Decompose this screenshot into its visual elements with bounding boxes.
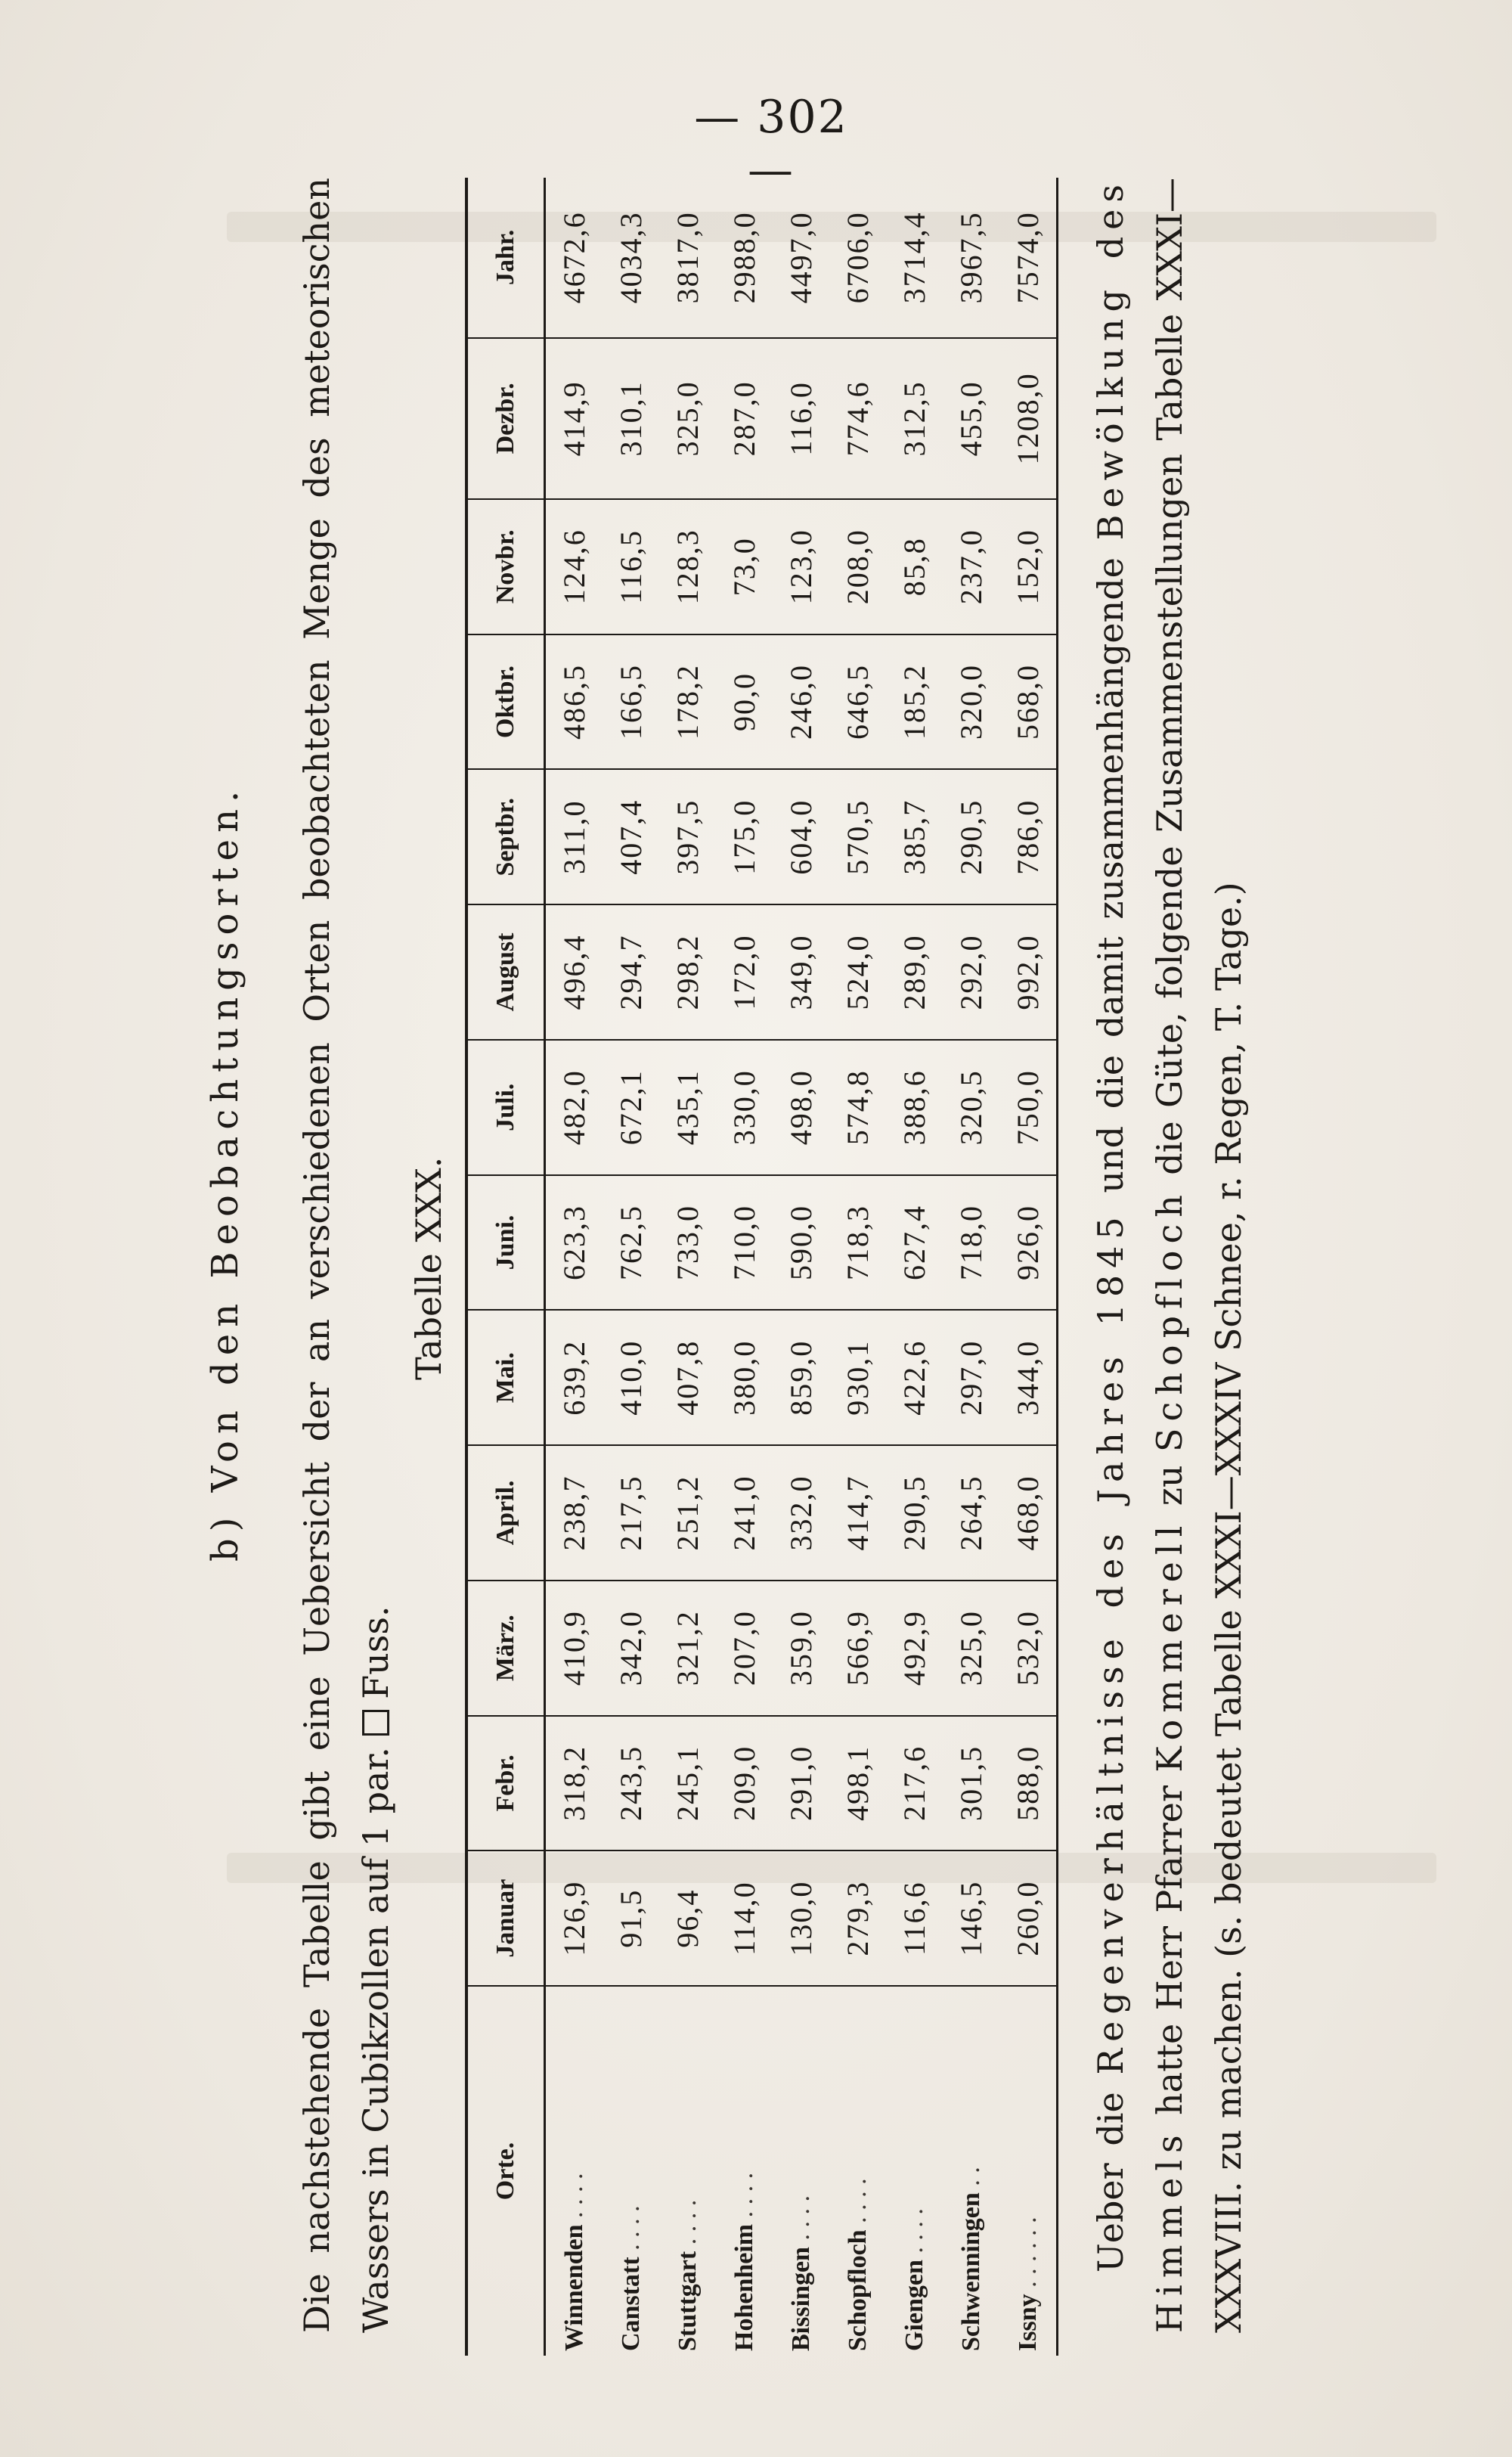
value-cell: 410,0 — [603, 1310, 659, 1445]
value-cell: 175,0 — [716, 769, 773, 904]
value-cell: 114,0 — [716, 1851, 773, 1986]
value-cell: 90,0 — [716, 634, 773, 770]
value-cell: 3967,5 — [943, 178, 999, 338]
value-cell: 332,0 — [773, 1445, 829, 1581]
intro-text: Die nachstehende Tabelle gibt eine Uebersicht der an verschiedenen Orten beobachteten Menge des meteorischen Wassers in Cubikzollen auf 1 par. — [296, 178, 396, 2333]
rotated-content — [181, 91, 1331, 2356]
place-name: Hohenheim — [730, 2223, 758, 2351]
value-cell: 762,5 — [603, 1175, 659, 1311]
value-cell: 310,1 — [603, 338, 659, 499]
value-cell: 672,1 — [603, 1040, 659, 1175]
value-cell: 4034,3 — [603, 178, 659, 338]
value-cell: 124,6 — [545, 499, 603, 634]
value-cell: 588,0 — [999, 1716, 1058, 1851]
value-cell: 926,0 — [999, 1175, 1058, 1311]
value-cell: 301,5 — [943, 1716, 999, 1851]
value-cell: 859,0 — [773, 1310, 829, 1445]
value-cell: 290,5 — [943, 769, 999, 904]
value-cell: 590,0 — [773, 1175, 829, 1311]
leader-dots: . . . . — [559, 2173, 588, 2225]
value-cell: 126,9 — [545, 1851, 603, 1986]
header-cell: Dezbr. — [466, 338, 545, 499]
value-cell: 359,0 — [773, 1581, 829, 1716]
value-cell: 492,9 — [886, 1581, 943, 1716]
value-cell: 532,0 — [999, 1581, 1058, 1716]
value-cell: 73,0 — [716, 499, 773, 634]
value-cell: 217,6 — [886, 1716, 943, 1851]
value-cell: 245,1 — [659, 1716, 716, 1851]
table-body — [545, 178, 1058, 2356]
value-cell: 774,6 — [829, 338, 886, 499]
closing-text: die Güte, folgende Zusammenstellungen Tabelle XXXI—XXXVIII. zu machen. (s. bedeutet Tabelle XXXI—XXXIV Schnee, r. Regen, T. Tage.) — [1149, 178, 1249, 2333]
value-cell: 217,5 — [603, 1445, 659, 1581]
section-heading: b) Von den Beobachtungsorten. — [204, 783, 246, 1562]
value-cell: 294,7 — [603, 904, 659, 1040]
value-cell: 410,9 — [545, 1581, 603, 1716]
leader-dots: . . . . . . — [1013, 2217, 1042, 2294]
value-cell: 238,7 — [545, 1445, 603, 1581]
value-cell: 627,4 — [886, 1175, 943, 1311]
table-row — [545, 178, 603, 2356]
value-cell: 342,0 — [603, 1581, 659, 1716]
table-row — [943, 178, 999, 2356]
table-row — [886, 178, 943, 2356]
value-cell: 498,0 — [773, 1040, 829, 1175]
page-number: — 302 — — [694, 91, 848, 197]
value-cell: 237,0 — [943, 499, 999, 634]
value-cell: 4497,0 — [773, 178, 829, 338]
value-cell: 1208,0 — [999, 338, 1058, 499]
header-cell: Oktbr. — [466, 634, 545, 770]
value-cell: 786,0 — [999, 769, 1058, 904]
closing-spaced: Schopfloch — [1149, 1188, 1190, 1453]
value-cell: 116,5 — [603, 499, 659, 634]
value-cell: 312,5 — [886, 338, 943, 499]
value-cell: 185,2 — [886, 634, 943, 770]
table-header-row — [466, 178, 545, 2356]
place-cell — [886, 1986, 943, 2356]
header-cell: Jahr. — [466, 178, 545, 338]
value-cell: 251,2 — [659, 1445, 716, 1581]
value-cell: 407,8 — [659, 1310, 716, 1445]
value-cell: 344,0 — [999, 1310, 1058, 1445]
header-cell: April. — [466, 1445, 545, 1581]
place-cell — [943, 1986, 999, 2356]
leader-dots: . . . . — [900, 2208, 928, 2260]
value-cell: 130,0 — [773, 1851, 829, 1986]
leader-dots: . . . . — [730, 2172, 758, 2224]
place-name: Winnenden — [559, 2224, 588, 2351]
value-cell: 6706,0 — [829, 178, 886, 338]
value-cell: 496,4 — [545, 904, 603, 1040]
value-cell: 718,3 — [829, 1175, 886, 1311]
closing-text: zu — [1149, 1465, 1190, 1506]
value-cell: 208,0 — [829, 499, 886, 634]
header-cell: Juli. — [466, 1040, 545, 1175]
place-cell — [773, 1986, 829, 2356]
value-cell: 123,0 — [773, 499, 829, 634]
value-cell: 290,5 — [886, 1445, 943, 1581]
value-cell: 209,0 — [716, 1716, 773, 1851]
value-cell: 321,2 — [659, 1581, 716, 1716]
value-cell: 568,0 — [999, 634, 1058, 770]
place-cell — [716, 1986, 773, 2356]
value-cell: 207,0 — [716, 1581, 773, 1716]
value-cell: 385,7 — [886, 769, 943, 904]
value-cell: 243,5 — [603, 1716, 659, 1851]
value-cell: 455,0 — [943, 338, 999, 499]
value-cell: 639,2 — [545, 1310, 603, 1445]
header-cell: Febr. — [466, 1716, 545, 1851]
value-cell: 574,8 — [829, 1040, 886, 1175]
value-cell: 287,0 — [716, 338, 773, 499]
value-cell: 146,5 — [943, 1851, 999, 1986]
closing-paragraph — [1081, 178, 1258, 2333]
place-name: Canstatt — [616, 2257, 645, 2351]
value-cell: 152,0 — [999, 499, 1058, 634]
place-cell — [545, 1986, 603, 2356]
value-cell: 3714,4 — [886, 178, 943, 338]
place-cell — [603, 1986, 659, 2356]
closing-text: hatte Herr Pfarrer — [1149, 1785, 1190, 2115]
closing-spaced: Kommerell — [1149, 1519, 1190, 1773]
value-cell: 241,0 — [716, 1445, 773, 1581]
closing-text: Ueber die — [1090, 2092, 1131, 2272]
header-cell: Juni. — [466, 1175, 545, 1311]
value-cell: 298,2 — [659, 904, 716, 1040]
table-row — [829, 178, 886, 2356]
value-cell: 930,1 — [829, 1310, 886, 1445]
place-name: Bissingen — [786, 2247, 815, 2351]
value-cell: 91,5 — [603, 1851, 659, 1986]
value-cell: 435,1 — [659, 1040, 716, 1175]
value-cell: 297,0 — [943, 1310, 999, 1445]
value-cell: 289,0 — [886, 904, 943, 1040]
table-row — [659, 178, 716, 2356]
value-cell: 422,6 — [886, 1310, 943, 1445]
value-cell: 992,0 — [999, 904, 1058, 1040]
value-cell: 116,6 — [886, 1851, 943, 1986]
header-cell: Mai. — [466, 1310, 545, 1445]
header-cell: Orte. — [466, 1986, 545, 2356]
place-name: Schopfloch — [843, 2229, 872, 2351]
value-cell: 292,0 — [943, 904, 999, 1040]
value-cell: 407,4 — [603, 769, 659, 904]
value-cell: 524,0 — [829, 904, 886, 1040]
table-title: Tabelle XXX. — [408, 1156, 449, 1380]
header-cell: August — [466, 904, 545, 1040]
value-cell: 349,0 — [773, 904, 829, 1040]
value-cell: 178,2 — [659, 634, 716, 770]
leader-dots: . . . . — [843, 2178, 872, 2230]
value-cell: 116,0 — [773, 338, 829, 499]
value-cell: 7574,0 — [999, 178, 1058, 338]
table-row — [999, 178, 1058, 2356]
place-name: Giengen — [900, 2260, 928, 2351]
value-cell: 166,5 — [603, 634, 659, 770]
value-cell: 172,0 — [716, 904, 773, 1040]
header-cell: März. — [466, 1581, 545, 1716]
header-cell: Novbr. — [466, 499, 545, 634]
value-cell: 4672,6 — [545, 178, 603, 338]
place-name: Issny — [1013, 2294, 1042, 2351]
value-cell: 397,5 — [659, 769, 716, 904]
place-cell — [829, 1986, 886, 2356]
value-cell: 85,8 — [886, 499, 943, 634]
value-cell: 566,9 — [829, 1581, 886, 1716]
value-cell: 718,0 — [943, 1175, 999, 1311]
value-cell: 750,0 — [999, 1040, 1058, 1175]
value-cell: 279,3 — [829, 1851, 886, 1986]
leader-dots: . . . . — [616, 2205, 645, 2257]
value-cell: 486,5 — [545, 634, 603, 770]
value-cell: 264,5 — [943, 1445, 999, 1581]
value-cell: 2988,0 — [716, 178, 773, 338]
value-cell: 380,0 — [716, 1310, 773, 1445]
intro-unit: Fuss. — [355, 1605, 396, 1699]
closing-spaced: Regenverhältnisse des Jahres 1845 — [1090, 1210, 1131, 2075]
value-cell: 330,0 — [716, 1040, 773, 1175]
value-cell: 128,3 — [659, 499, 716, 634]
value-cell: 414,7 — [829, 1445, 886, 1581]
value-cell: 3817,0 — [659, 178, 716, 338]
leader-dots: . . . . — [786, 2195, 815, 2248]
place-cell — [999, 1986, 1058, 2356]
value-cell: 710,0 — [716, 1175, 773, 1311]
value-cell: 325,0 — [659, 338, 716, 499]
place-cell — [659, 1986, 716, 2356]
closing-spaced: Bewölkung des Himmels — [1090, 178, 1190, 2333]
value-cell: 96,4 — [659, 1851, 716, 1986]
value-cell: 325,0 — [943, 1581, 999, 1716]
value-cell: 570,5 — [829, 769, 886, 904]
value-cell: 604,0 — [773, 769, 829, 904]
leader-dots: . . . . — [673, 2199, 702, 2251]
value-cell: 468,0 — [999, 1445, 1058, 1581]
intro-paragraph — [287, 178, 405, 2333]
table-row — [603, 178, 659, 2356]
table-row — [716, 178, 773, 2356]
value-cell: 646,5 — [829, 634, 886, 770]
value-cell: 623,3 — [545, 1175, 603, 1311]
value-cell: 320,5 — [943, 1040, 999, 1175]
value-cell: 320,0 — [943, 634, 999, 770]
value-cell: 482,0 — [545, 1040, 603, 1175]
closing-text: und die damit zusammenhängende — [1090, 557, 1131, 1193]
precipitation-table — [465, 178, 1058, 2356]
leader-dots: . . — [956, 2167, 985, 2193]
value-cell: 733,0 — [659, 1175, 716, 1311]
value-cell: 388,6 — [886, 1040, 943, 1175]
value-cell: 246,0 — [773, 634, 829, 770]
value-cell: 414,9 — [545, 338, 603, 499]
place-name: Stuttgart — [673, 2251, 702, 2351]
table-row — [773, 178, 829, 2356]
header-cell: Januar — [466, 1851, 545, 1986]
header-cell: Septbr. — [466, 769, 545, 904]
place-name: Schwenningen — [956, 2192, 985, 2351]
square-symbol — [362, 1710, 389, 1736]
value-cell: 318,2 — [545, 1716, 603, 1851]
value-cell: 498,1 — [829, 1716, 886, 1851]
value-cell: 311,0 — [545, 769, 603, 904]
value-cell: 260,0 — [999, 1851, 1058, 1986]
value-cell: 291,0 — [773, 1716, 829, 1851]
